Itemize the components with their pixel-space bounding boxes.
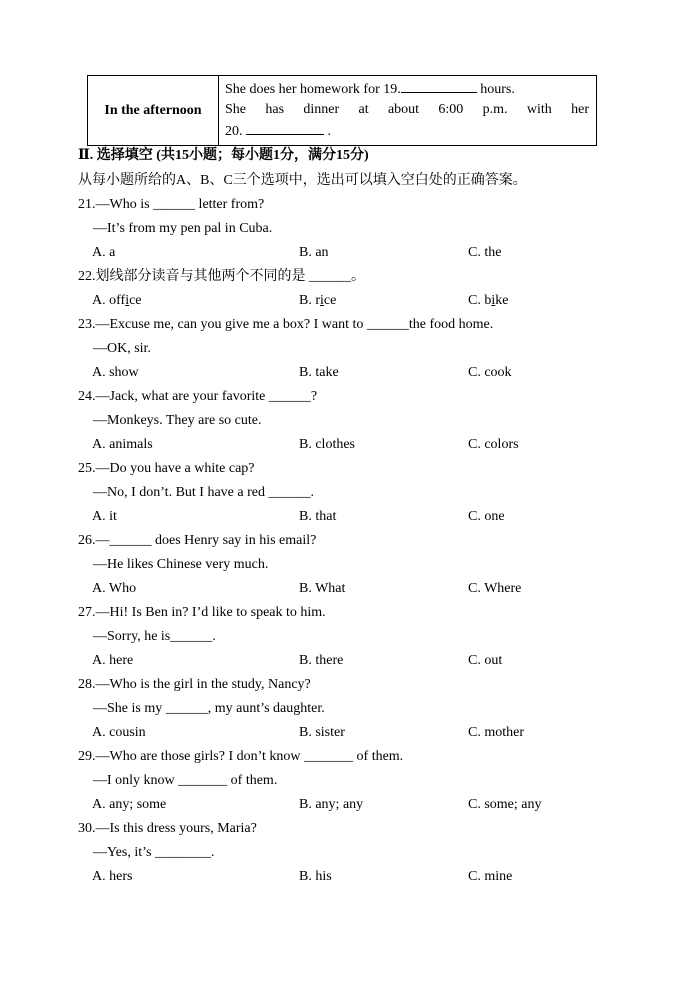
- option-30-c[interactable]: C. mine: [468, 869, 513, 884]
- option-25-c[interactable]: C. one: [468, 509, 505, 524]
- question-27: 27.—Hi! Is Ben in? I’d like to speak to him.: [78, 605, 326, 620]
- table-line-1: [225, 78, 589, 100]
- question-26: 26.—______ does Henry say in his email?: [78, 533, 317, 548]
- answer-blank-20[interactable]: [246, 120, 324, 135]
- option-28-a[interactable]: A. cousin: [92, 725, 146, 740]
- option-text: ce: [129, 293, 142, 308]
- table-line-3: [225, 120, 589, 142]
- line3-text: 20.: [225, 124, 246, 139]
- reply-25: —No, I don’t. But I have a red ______.: [93, 485, 314, 500]
- option-23-b[interactable]: B. take: [299, 365, 339, 380]
- table-line-2: She has dinner at about 6:00 p.m. with her: [225, 102, 589, 117]
- question-29: 29.—Who are those girls? I don’t know _______ of them.: [78, 749, 404, 764]
- option-24-b[interactable]: B. clothes: [299, 437, 355, 452]
- option-23-a[interactable]: A. show: [92, 365, 139, 380]
- question-24: 24.—Jack, what are your favorite ______?: [78, 389, 318, 404]
- option-30-a[interactable]: A. hers: [92, 869, 133, 884]
- option-26-c[interactable]: C. Where: [468, 581, 522, 596]
- reply-28: —She is my ______, my aunt’s daughter.: [93, 701, 325, 716]
- option-text: ke: [495, 293, 509, 308]
- table-row: [88, 76, 597, 146]
- option-27-b[interactable]: B. there: [299, 653, 344, 668]
- underlined-letter: i: [125, 293, 130, 308]
- question-25: 25.—Do you have a white cap?: [78, 461, 255, 476]
- reply-29: —I only know _______ of them.: [93, 773, 278, 788]
- option-text: B. r: [299, 293, 320, 308]
- reply-30: —Yes, it’s ________.: [93, 845, 215, 860]
- option-30-b[interactable]: B. his: [299, 869, 332, 884]
- option-21-a[interactable]: A. a: [92, 245, 116, 260]
- question-30: 30.—Is this dress yours, Maria?: [78, 821, 257, 836]
- option-22-c[interactable]: [468, 292, 508, 310]
- reply-26: —He likes Chinese very much.: [93, 557, 269, 572]
- question-23: 23.—Excuse me, can you give me a box? I want to ______the food home.: [78, 317, 494, 332]
- reply-23: —OK, sir.: [93, 341, 151, 356]
- table-row-label: In the afternoon: [88, 76, 219, 146]
- section-title: Ⅱ. 选择填空 (共15小题；每小题1分，满分15分): [78, 148, 369, 163]
- option-text: C. b: [468, 293, 492, 308]
- reply-21: —It’s from my pen pal in Cuba.: [93, 221, 273, 236]
- option-27-a[interactable]: A. here: [92, 653, 134, 668]
- line1-suffix: hours.: [476, 82, 515, 97]
- option-26-b[interactable]: B. What: [299, 581, 346, 596]
- option-29-b[interactable]: B. any; any: [299, 797, 364, 812]
- section-instruction: 从每小题所给的A、B、C三个选项中，选出可以填入空白处的正确答案。: [78, 173, 527, 188]
- option-text: ce: [323, 293, 337, 308]
- line3-suffix: .: [324, 124, 331, 139]
- option-21-c[interactable]: C. the: [468, 245, 502, 260]
- question-21: 21.—Who is ______ letter from?: [78, 197, 265, 212]
- option-25-b[interactable]: B. that: [299, 509, 337, 524]
- option-28-c[interactable]: C. mother: [468, 725, 524, 740]
- option-text: A. off: [92, 293, 126, 308]
- option-26-a[interactable]: A. Who: [92, 581, 137, 596]
- option-21-b[interactable]: B. an: [299, 245, 329, 260]
- table-row-content: [219, 76, 597, 146]
- option-29-a[interactable]: A. any; some: [92, 797, 167, 812]
- option-23-c[interactable]: C. cook: [468, 365, 512, 380]
- underlined-letter: i: [491, 293, 496, 308]
- reply-24: —Monkeys. They are so cute.: [93, 413, 262, 428]
- option-24-c[interactable]: C. colors: [468, 437, 519, 452]
- option-29-c[interactable]: C. some; any: [468, 797, 542, 812]
- underlined-letter: i: [320, 293, 324, 308]
- option-22-b[interactable]: [299, 292, 336, 310]
- option-22-a[interactable]: [92, 292, 142, 310]
- question-22: 22.划线部分读音与其他两个不同的是 ______。: [78, 269, 365, 284]
- line1-text: She does her homework for 19.: [225, 82, 401, 97]
- option-27-c[interactable]: C. out: [468, 653, 503, 668]
- schedule-table: [87, 75, 597, 146]
- answer-blank-19[interactable]: [401, 78, 477, 93]
- option-24-a[interactable]: A. animals: [92, 437, 153, 452]
- reply-27: —Sorry, he is______.: [93, 629, 216, 644]
- option-28-b[interactable]: B. sister: [299, 725, 345, 740]
- question-28: 28.—Who is the girl in the study, Nancy?: [78, 677, 311, 692]
- option-25-a[interactable]: A. it: [92, 509, 117, 524]
